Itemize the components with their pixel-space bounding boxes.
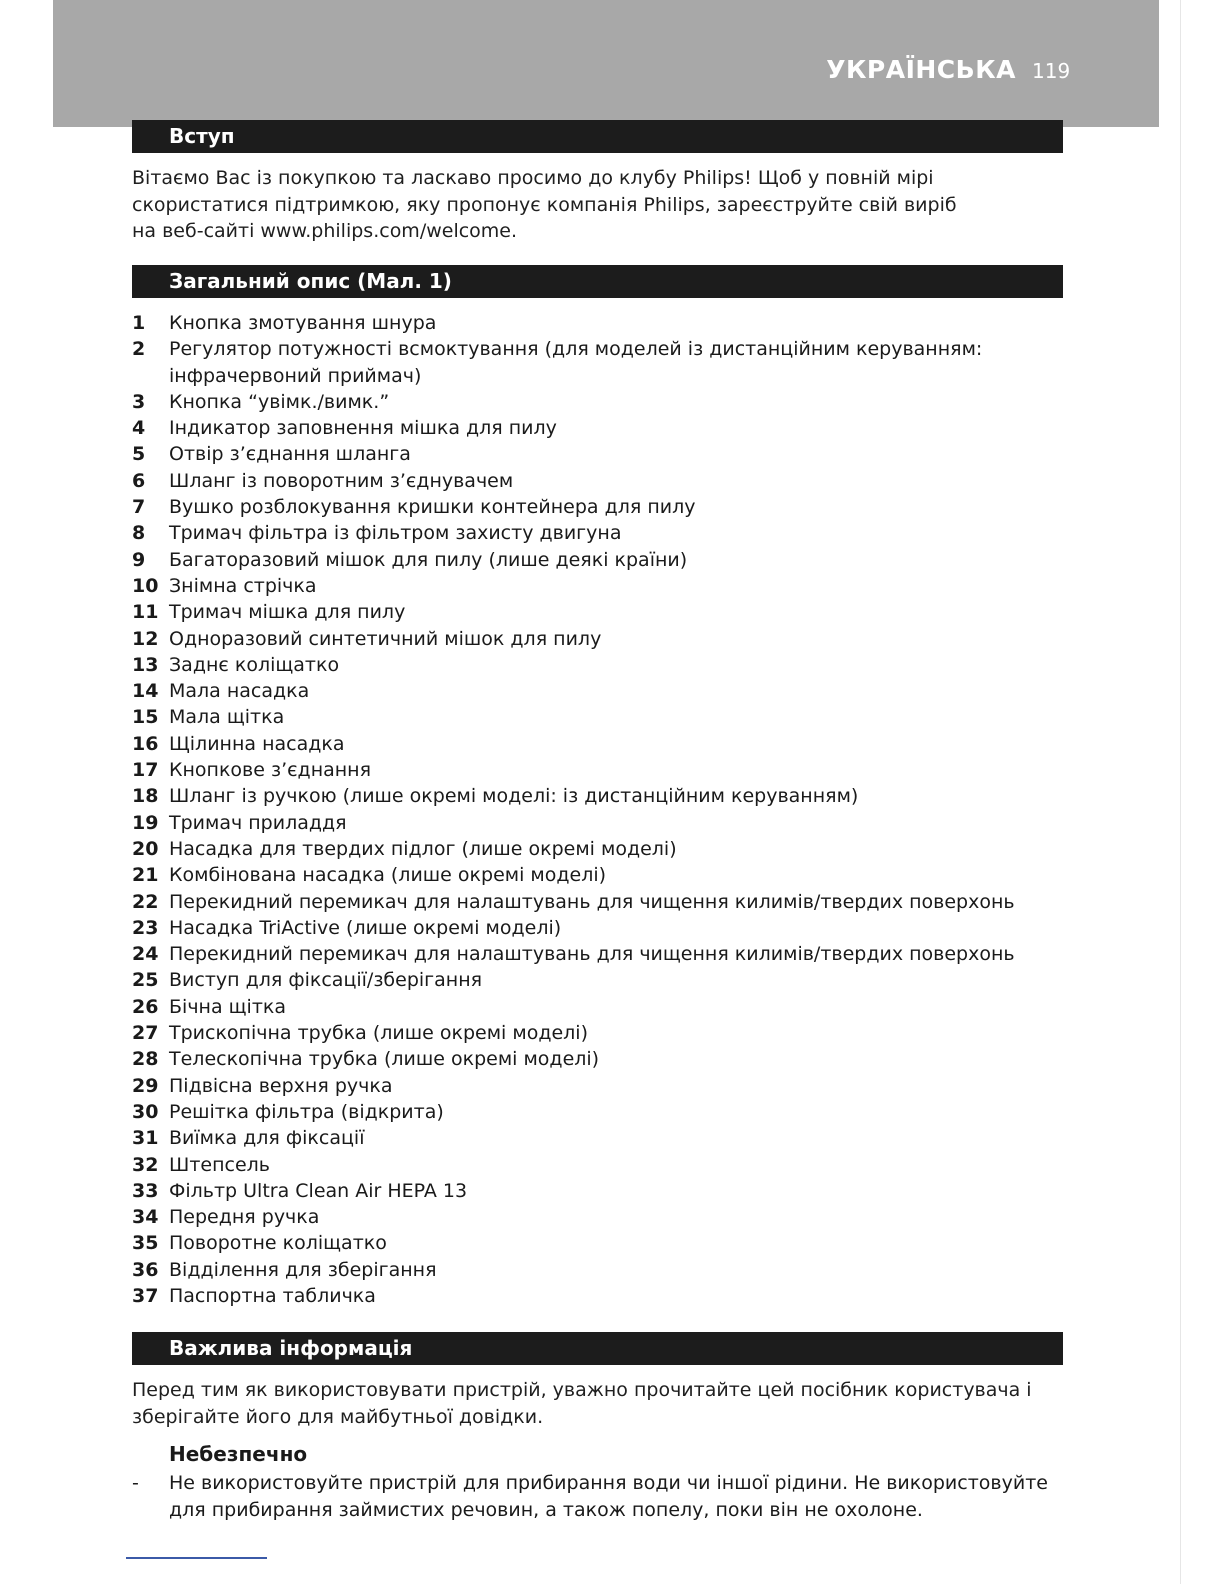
footnote-rule [126, 1557, 267, 1559]
list-item [132, 915, 1062, 941]
list-item [132, 468, 1062, 494]
list-item-number: 30 [132, 1100, 159, 1123]
list-item-text: Кнопка змотування шнура [169, 312, 437, 334]
list-item-number: 22 [132, 890, 159, 913]
list-item-text: Вушко розблокування кришки контейнера для пилу [169, 496, 696, 519]
list-item-text: Паспортна табличка [169, 1284, 376, 1307]
list-item [132, 415, 1062, 441]
list-item-text: Шланг із ручкою (лише окремі моделі: із дистанційним керуванням) [169, 785, 859, 808]
list-item-number: 19 [132, 811, 159, 834]
list-item-number: 8 [132, 522, 146, 545]
section-heading-general-text: Загальний опис (Мал. 1) [169, 269, 452, 293]
list-item-number: 14 [132, 680, 159, 703]
list-item-number: 33 [132, 1179, 159, 1202]
list-item [132, 1046, 1062, 1072]
list-item-number: 23 [132, 916, 159, 939]
list-item [132, 1125, 1062, 1151]
list-item-text: Тримач приладдя [169, 811, 347, 834]
list-item [132, 1283, 1062, 1309]
list-item-number: 10 [132, 574, 159, 597]
list-item-text: Мала щітка [169, 706, 285, 729]
list-item [132, 783, 1062, 809]
list-item-number: 25 [132, 969, 159, 992]
list-item-number: 2 [132, 338, 146, 361]
list-item-number: 15 [132, 706, 159, 729]
list-item-text: Щілинна насадка [169, 732, 345, 755]
list-item [132, 941, 1062, 967]
list-item-text: інфрачервоний приймач) [169, 364, 422, 387]
list-item-number: 20 [132, 837, 159, 860]
list-item-text: Тримач фільтра із фільтром захисту двигуна [169, 522, 622, 545]
list-item-text: Індикатор заповнення мішка для пилу [169, 417, 557, 440]
list-item [132, 441, 1062, 467]
list-item-text: Комбінована насадка (лише окремі моделі) [169, 864, 607, 887]
danger-heading: Небезпечно [169, 1442, 308, 1466]
list-item-text: Виїмка для фіксації [169, 1127, 365, 1150]
list-item [132, 1099, 1062, 1125]
list-item [132, 1020, 1062, 1046]
list-item-text: Заднє коліщатко [169, 653, 340, 676]
list-item [132, 889, 1062, 915]
section-heading-intro [132, 120, 1063, 153]
list-item [132, 1257, 1062, 1283]
list-item [132, 836, 1062, 862]
list-item-text: Отвір з’єднання шланга [169, 443, 411, 466]
list-item [132, 520, 1062, 546]
intro-paragraph [132, 165, 1032, 245]
list-item-number: 21 [132, 864, 159, 887]
list-item-number: 12 [132, 627, 159, 650]
list-item-number: 32 [132, 1153, 159, 1176]
list-item [132, 599, 1062, 625]
list-item-text: Підвісна верхня ручка [169, 1074, 393, 1097]
list-item-number: 16 [132, 732, 159, 755]
list-item-text: Шланг із поворотним з’єднувачем [169, 469, 514, 492]
list-item [132, 704, 1062, 730]
list-item [132, 652, 1062, 678]
important-line: Перед тим як використовувати пристрій, уважно прочитайте цей посібник користувача і [132, 1379, 1032, 1401]
intro-line: на веб-сайті www.philips.com/welcome. [132, 220, 518, 242]
parts-list [132, 310, 1062, 1309]
list-item-number: 26 [132, 995, 159, 1018]
list-item-number: 3 [132, 390, 146, 413]
list-item [132, 389, 1062, 415]
section-heading-general [132, 265, 1063, 298]
list-item-number: 4 [132, 417, 146, 440]
list-item-text: Знімна стрічка [169, 574, 317, 597]
section-heading-important-text: Важлива інформація [169, 1336, 413, 1360]
list-item-number: 11 [132, 601, 159, 624]
list-item [132, 494, 1062, 520]
list-item [132, 336, 1062, 389]
list-item-number: 35 [132, 1232, 159, 1255]
list-item [132, 1230, 1062, 1256]
list-item-number: 28 [132, 1048, 159, 1071]
list-item-number: 37 [132, 1284, 159, 1307]
list-item-number: 6 [132, 469, 146, 492]
danger-line: Не використовуйте пристрій для прибирання води чи іншої рідини. Не використовуйте [169, 1472, 1048, 1494]
intro-line: скористатися підтримкою, яку пропонує компанія Philips, зареєструйте свій виріб [132, 193, 957, 216]
list-item-text: Кнопка “увімк./вимк.” [169, 390, 390, 413]
list-item [132, 1152, 1062, 1178]
list-item [132, 547, 1062, 573]
important-paragraph [132, 1377, 1032, 1430]
list-item [132, 573, 1062, 599]
list-item-number: 34 [132, 1206, 159, 1229]
list-item [132, 310, 1062, 336]
list-item-text: Одноразовий синтетичний мішок для пилу [169, 627, 602, 650]
list-item-number: 1 [132, 312, 146, 334]
danger-text [169, 1470, 1048, 1523]
list-item-text: Фільтр Ultra Clean Air HEPA 13 [169, 1179, 468, 1202]
list-item [132, 731, 1062, 757]
list-item-text: Перекидний перемикач для налаштувань для чищення килимів/твердих поверхонь [169, 890, 1015, 913]
language-label: УКРАЇНСЬКА [826, 55, 1016, 84]
list-item-number: 5 [132, 443, 146, 466]
list-item-text: Передня ручка [169, 1206, 320, 1229]
list-item-number: 29 [132, 1074, 159, 1097]
list-item-text: Багаторазовий мішок для пилу (лише деякі країни) [169, 548, 688, 571]
list-item-number: 36 [132, 1258, 159, 1281]
intro-line: Вітаємо Вас із покупкою та ласкаво просимо до клубу Philips! Щоб у повній мірі [132, 167, 934, 189]
list-item-text: Регулятор потужності всмоктування (для моделей із дистанційним керуванням: [169, 338, 983, 361]
list-item [132, 967, 1062, 993]
list-item-text: Штепсель [169, 1153, 270, 1176]
list-item-text: Насадка TriActive (лише окремі моделі) [169, 916, 562, 939]
list-item-text: Насадка для твердих підлог (лише окремі моделі) [169, 837, 677, 860]
bullet-dash: - [132, 1472, 139, 1494]
list-item [132, 810, 1062, 836]
list-item-number: 24 [132, 943, 159, 966]
list-item-number: 17 [132, 759, 159, 782]
page-number: 119 [1032, 59, 1071, 83]
page-edge-line [1180, 0, 1181, 1584]
list-item-number: 27 [132, 1022, 159, 1045]
list-item-text: Решітка фільтра (відкрита) [169, 1100, 444, 1123]
list-item [132, 1178, 1062, 1204]
list-item [132, 994, 1062, 1020]
list-item [132, 757, 1062, 783]
list-item-text: Бічна щітка [169, 995, 287, 1018]
important-line: зберігайте його для майбутньої довідки. [132, 1405, 544, 1428]
list-item-text: Перекидний перемикач для налаштувань для чищення килимів/твердих поверхонь [169, 943, 1015, 966]
danger-line: для прибирання займистих речовин, а також попелу, поки він не охолоне. [169, 1498, 923, 1521]
list-item-text: Кнопкове з’єднання [169, 759, 372, 782]
list-item-text: Трископічна трубка (лише окремі моделі) [169, 1022, 588, 1045]
list-item-text: Відділення для зберігання [169, 1258, 437, 1281]
list-item [132, 1073, 1062, 1099]
list-item [132, 626, 1062, 652]
list-item-text: Виступ для фіксації/зберігання [169, 969, 483, 992]
list-item [132, 862, 1062, 888]
list-item-number: 9 [132, 548, 146, 571]
list-item-number: 31 [132, 1127, 159, 1150]
section-heading-important [132, 1332, 1063, 1365]
list-item-text: Телескопічна трубка (лише окремі моделі) [169, 1048, 600, 1071]
section-heading-intro-text: Вступ [169, 124, 235, 148]
list-item-number: 13 [132, 653, 159, 676]
list-item-text: Поворотне коліщатко [169, 1232, 387, 1255]
list-item [132, 1204, 1062, 1230]
list-item-number: 7 [132, 496, 146, 519]
list-item-text: Тримач мішка для пилу [169, 601, 406, 624]
list-item [132, 678, 1062, 704]
list-item-number: 18 [132, 785, 159, 808]
list-item-text: Мала насадка [169, 680, 310, 703]
